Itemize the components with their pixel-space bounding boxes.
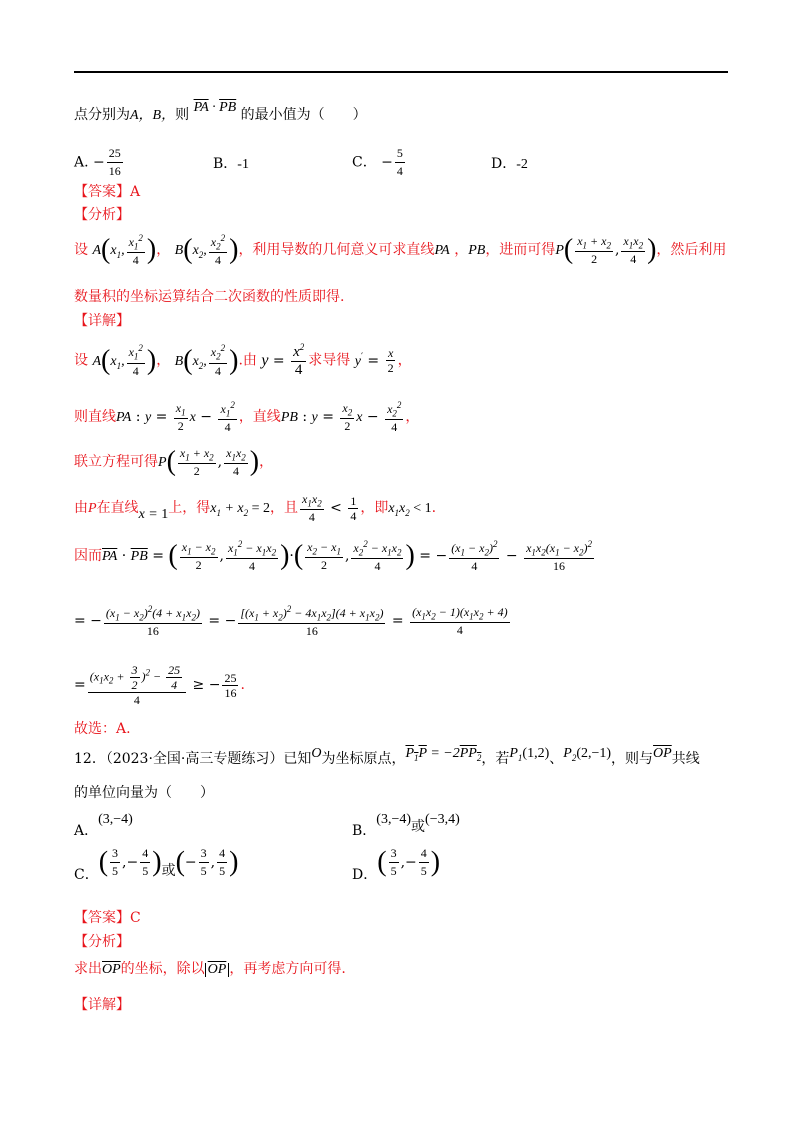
q12-stem-line-1: 12．（2023·全国·高三专题练习）已知O为坐标原点，$P_1P = -2PP_2$，若$P_1(1,2)$、$P_2(2,-1)$，则与$\overline{OP}$共线 [74,746,700,767]
q11-detail-line-7: = ($x_1x_2$ + $\frac{3}{2}$ )$^2$ − $\frac{25}{4}$ 4 ≥ − $\frac{25}{16}$ . [74,663,245,707]
q11-detail-line-2: 则直线PA : y = $\frac{x_1}{2}$ x − $\frac{x_1^2}{4}$ ，直线PB : y = $\frac{x_2}{2}$ x − $\frac{x_2^2}{4}$ ， [74,400,420,435]
q11-analysis-line-1: 设 $A(x_1$, $\frac{x_1^2}{4}$ )， $B(x_2$, $\frac{x_2^2}{4}$ )，利用导数的几何意义可求直线PA ，PB，进而可得P( $\frac{x_1 + x_2}{2}$ , $\frac{x_1x_2}{4}$ )，然后利用 [74,233,727,268]
q12-answer: 【答案】C [74,910,141,926]
q12-analysis-line-1: 求出$\overline{OP}$的坐标，除以 $\overline{OP}$ ，再考虑方向可得. [74,961,346,977]
q11-answer: 【答案】A [74,184,141,200]
q11-detail-line-5: 因而$\overline{PA} \cdot \overline{PB}$ = ( $\frac{x_1 - x_2}{2}$ , $\frac{x_1^2 - x_1x_2}{4}$ )·( $\frac{x_2 - x_1}{2}$ , $\frac{x_2^2 - x_1x_2}{4}$ ) = − $\frac{(x_1 - x_2)^2}{4}$ − $\frac{x_1x_2(x_1 - x_2)^2}{16}$ [74,539,593,574]
q12-option-b[interactable]: B．(3,−4)或(−3,4) [352,812,460,839]
q11-option-d[interactable]: D．-2 [491,156,528,172]
q12-option-a[interactable]: A．(3,−4) [74,812,133,839]
q11-option-c[interactable]: C． − $\frac{5}{4}$ [352,146,403,178]
q11-option-b[interactable]: B．-1 [213,156,249,172]
q11-detail-line-4: 由P在直线x = 1上，得$x_1 + x_2 = 2$，且 $\frac{x_1x_2}{4}$ < $\frac{1}{4}$ ，即$x_1x_2 < 1$. [74,492,437,525]
q11-option-a[interactable]: A. − $\frac{25}{16}$ [74,146,121,178]
q12-option-c[interactable]: C．( $\frac{3}{5}$ ,− $\frac{4}{5}$ )或(− $\frac{3}{5}$ , $\frac{4}{5}$ ) [74,846,239,883]
q12-analysis-label: 【分析】 [74,934,130,950]
q11-detail-line-3: 联立方程可得P( $\frac{x_1 + x_2}{2}$ , $\frac{x_1x_2}{4}$ )， [74,446,274,479]
header-rule [74,71,728,73]
q11-detail-line-1: 设 $A(x_1$, $\frac{x_1^2}{4}$ )， $B(x_2$, $\frac{x_2^2}{4}$ ).由 y = $\frac{x^2}{4}$ 求导得 y′ = $\frac{x}{2}$ ， [74,342,412,378]
q11-detail-label: 【详解】 [74,313,130,329]
q11-analysis-label: 【分析】 [74,207,130,223]
q12-stem-line-2: 的单位向量为（ ） [74,785,214,801]
q11-conclusion: 故选：A. [74,721,131,737]
q11-detail-line-6: = − $\frac{(x_1 - x_2)^2(4 + x_1x_2)}{16}$ = − $\frac{[(x_1 + x_2)^2 - 4x_1x_2](4 + x_1x_2)}{16}$ = $\frac{(x_1x_2 - 1)(x_1x_2 + 4)}{4}$ [74,604,508,639]
q12-option-d[interactable]: D．( $\frac{3}{5}$ ,− $\frac{4}{5}$ ) [352,846,441,883]
q12-detail-label: 【详解】 [74,997,130,1013]
q11-analysis-line-2: 数量积的坐标运算结合二次函数的性质即得. [74,289,345,305]
q11-vector-product: $\overline{PA} \cdot \overline{PB}$ [193,100,237,115]
q11-stem: 点分别为A，B，则 $\overline{PA} \cdot \overline{PB}$ 的最小值为（ ） [74,100,367,123]
